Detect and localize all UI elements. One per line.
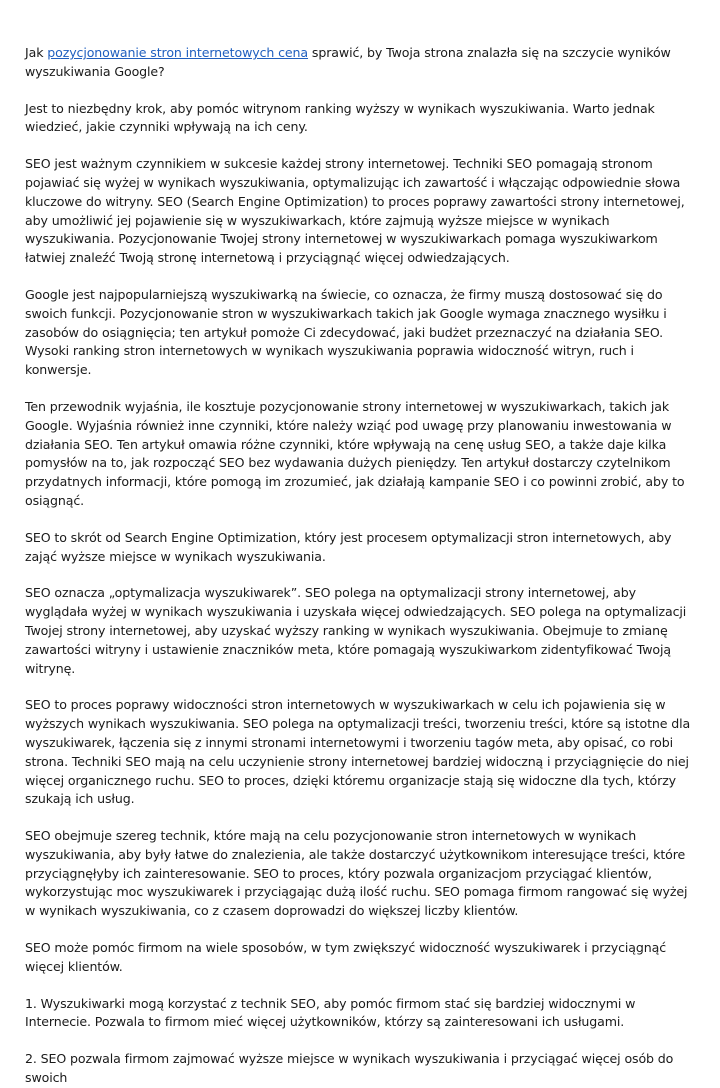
pricing-link[interactable]: pozycjonowanie stron internetowych cena <box>47 45 309 60</box>
list-item-1: 1. Wyszukiwarki mogą korzystać z technik SEO, aby pomóc firmom stać się bardziej widocznymi w Internecie. Pozwala to firmom mieć więcej użytkowników, którzy są zainteresowani ich usługami. <box>25 995 636 1030</box>
intro-text-start: Jak <box>25 45 48 60</box>
paragraph-9: SEO obejmuje szereg technik, które mają na celu pozycjonowanie stron internetowych w wynikach wyszukiwania, aby były łatwe do znalezienia, ale także dostarczyć użytkownikom interesujące treści, które przyciągnęłyby ich zainteresowanie. SEO to proces, który pozwala organizacjom przyciągać klientów, wykorzystując moc wyszukiwarek i przyciągając dużą ilość ruchu. SEO pomaga firmom rangować się wyżej w wynikach wyszukiwania, co z czasem doprowadzi do większej liczby klientów. <box>25 828 688 919</box>
paragraph-10: SEO może pomóc firmom na wiele sposobów, w tym zwiększyć widoczność wyszukiwarek i przyciągnąć więcej klientów. <box>25 940 667 974</box>
paragraph-3: SEO jest ważnym czynnikiem w sukcesie każdej strony internetowej. Techniki SEO pomagają stronom pojawiać się wyżej w wynikach wyszukiwania, optymalizując ich zawartość i włączając odpowiednie słowa kluczowe do witryny. SEO (Search Engine Optimization) to proces poprawy zawartości strony internetowej, aby umożliwić jej pojawienie się w wyszukiwarkach, które zajmują wyższe miejsce w wynikach wyszukiwania. Pozycjonowanie Twojej strony internetowej w wyszukiwarkach pomaga wyszukiwarkom łatwiej znaleźć Twoją stronę internetową i przyciągnąć więcej odwiedzających. <box>25 156 685 266</box>
paragraph-6: SEO to skrót od Search Engine Optimization, który jest procesem optymalizacji stron internetowych, aby zająć wyższe miejsce w wynikach wyszukiwania. <box>25 529 672 564</box>
paragraph-5: Ten przewodnik wyjaśnia, ile kosztuje pozycjonowanie strony internetowej w wyszukiwarkach, takich jak Google. Wyjaśnia również inne czynniki, które należy wziąć pod uwagę przy planowaniu inwestowania w działania SEO. Ten artykuł omawia różne czynniki, które wpływają na cenę usług SEO, a także daje kilka pomysłów na to, jak rozpocząć SEO bez wydawania dużych pieniędzy. Ten artykuł dostarczy czytelnikom przydatnych informacji, które pomogą im zrozumieć, jak działają kampanie SEO i co powinni zrobić, aby to osiągnąć. <box>25 398 685 508</box>
paragraph-8: SEO to proces poprawy widoczności stron internetowych w wyszukiwarkach w celu ich pojawienia się w wyższych wynikach wyszukiwania. SEO polega na optymalizacji treści, tworzeniu treści, które są istotne dla wyszukiwarek, łączenia się z innymi stronami internetowymi i tworzeniu tagów meta, aby opisać, co robi strona. Techniki SEO mają na celu uczynienie strony internetowej bardziej widoczną i przyciągnięcie do niej więcej organicznego ruchu. SEO to proces, dzięki któremu organizacje stają się widoczne dla tych, którzy szukają ich usług. <box>25 697 691 807</box>
paragraph-2: Jest to niezbędny krok, aby pomóc witrynom ranking wyższy w wynikach wyszukiwania. Warto jednak wiedzieć, jakie czynniki wpływają na ich ceny. <box>25 100 655 135</box>
paragraph-7: SEO oznacza „optymalizacja wyszukiwarek”. SEO polega na optymalizacji strony internetowej, aby wyglądała wyżej w wynikach wyszukiwania i uzyskała więcej odwiedzających. SEO polega na optymalizacji Twojej strony internetowej, aby uzyskać wyższy ranking w wynikach wyszukiwania. Obejmuje to zmianę zawartości witryny i ustawienie znaczników meta, które pomagają wyszukiwarkom zidentyfikować Twoją witrynę. <box>25 585 687 676</box>
paragraph-4: Google jest najpopularniejszą wyszukiwarką na świecie, co oznacza, że firmy muszą dostosować się do swoich funkcji. Pozycjonowanie stron w wyszukiwarkach takich jak Google wymaga znacznego wysiłku i zasobów do osiągnięcia; ten artykuł pomoże Ci zdecydować, jaki budżet przeznaczyć na działania SEO. Wysoki ranking stron internetowych w wynikach wyszukiwania poprawia widoczność witryn, ruch i konwersje. <box>25 286 667 378</box>
paragraph-intro <box>25 44 692 82</box>
intro-text-end: sprawić, by Twoja strona znalazła się na szczycie wyników wyszukiwania Google? <box>25 45 671 79</box>
list-item-2: 2. SEO pozwala firmom zajmować wyższe miejsce w wynikach wyszukiwania i przyciągać więcej osób do swoich <box>25 1051 674 1086</box>
